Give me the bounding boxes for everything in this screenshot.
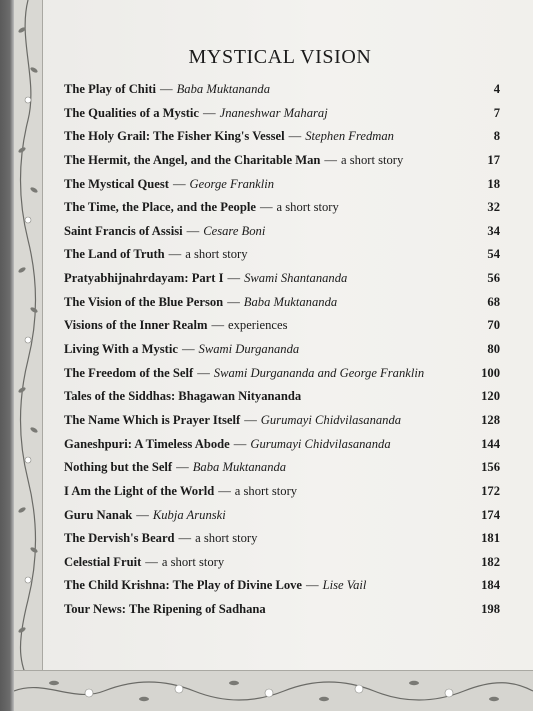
entry-page-number: 80 <box>487 342 500 357</box>
entry-separator: — <box>145 554 158 569</box>
toc-entry <box>64 504 500 528</box>
entry-title: The Mystical Quest <box>64 176 169 191</box>
entry-note: a short story <box>234 483 298 498</box>
entry-page-number: 184 <box>481 578 500 593</box>
entry-page-number: 34 <box>487 223 500 238</box>
entry-separator: — <box>160 82 173 96</box>
entry-page-number: 68 <box>487 294 500 309</box>
entry-page-number: 8 <box>493 129 500 144</box>
entry-separator: — <box>244 412 257 427</box>
toc-entry <box>64 220 500 244</box>
entry-page-number: 18 <box>487 176 500 191</box>
toc-entry <box>64 598 500 622</box>
entry-separator: — <box>203 105 216 120</box>
toc-entry <box>64 173 500 197</box>
toc-entry <box>64 551 500 575</box>
entry-page-number: 100 <box>481 365 500 380</box>
entry-author: Baba Muktananda <box>243 294 338 309</box>
toc-entry <box>64 574 500 598</box>
entry-note: a short story <box>185 247 248 262</box>
entry-title: The Land of Truth <box>64 247 165 262</box>
entry-title: Nothing but the Self <box>64 460 173 475</box>
entry-page-number: 120 <box>481 389 500 404</box>
entry-author: Baba Muktananda <box>192 460 287 475</box>
entry-title: The Time, the Place, and the People <box>64 200 256 215</box>
entry-page-number: 172 <box>481 483 500 498</box>
entry-page-number: 54 <box>487 247 500 262</box>
entry-title: Tour News: The Ripening of Sadhana <box>64 602 266 617</box>
entry-author: Swami Durgananda <box>198 342 300 357</box>
entry-separator: — <box>233 436 247 451</box>
entry-author: Swami Durgananda and George Franklin <box>213 365 425 380</box>
entry-page-number: 4 <box>493 82 500 96</box>
entry-page-number: 181 <box>481 531 500 546</box>
floral-border-left <box>14 0 43 680</box>
entry-page-number: 144 <box>481 436 500 451</box>
entry-separator: — <box>168 247 182 262</box>
entry-page-number: 56 <box>487 271 500 286</box>
entry-page-number: 156 <box>481 460 500 475</box>
toc-entry <box>64 409 500 433</box>
entry-separator: — <box>211 318 225 333</box>
toc-entry <box>64 291 500 315</box>
entry-author: Stephen Fredman <box>305 129 394 144</box>
toc-entry <box>64 102 500 126</box>
entry-separator: — <box>227 271 241 286</box>
toc-entry <box>64 527 500 551</box>
entry-author: Cesare Boni <box>203 223 266 238</box>
entry-page-number: 174 <box>481 507 500 522</box>
entry-separator: — <box>259 200 273 215</box>
entry-separator: — <box>136 507 149 522</box>
entry-page-number: 182 <box>481 554 500 569</box>
entry-note: a short story <box>341 152 404 167</box>
entry-separator: — <box>186 223 200 238</box>
entry-separator: — <box>172 176 186 191</box>
entry-title: Saint Francis of Assisi <box>64 223 183 238</box>
floral-vine-bottom-icon <box>14 671 533 711</box>
toc-entry <box>64 78 500 102</box>
entry-separator: — <box>306 578 319 593</box>
entry-title: Tales of the Siddhas: Bhagawan Nityananda <box>64 389 302 404</box>
entry-separator: — <box>181 342 195 357</box>
entry-author: Kubja Arunski <box>152 507 226 522</box>
entry-title: The Holy Grail: The Fisher King's Vessel <box>64 129 285 144</box>
entry-note: a short story <box>161 554 225 569</box>
entry-page-number: 32 <box>487 200 500 215</box>
entry-title: Living With a Mystic <box>64 342 178 357</box>
entry-title: The Play of Chiti <box>64 82 157 96</box>
entry-note: a short story <box>195 531 258 546</box>
entry-page-number: 128 <box>481 412 500 427</box>
entry-page-number: 17 <box>487 152 500 167</box>
toc-entry <box>64 456 500 480</box>
toc-entry <box>64 196 500 220</box>
entry-author: Gurumayi Chidvilasananda <box>260 412 402 427</box>
entry-title: The Name Which is Prayer Itself <box>64 412 241 427</box>
toc-entry <box>64 243 500 267</box>
entry-title: Ganeshpuri: A Timeless Abode <box>64 436 230 451</box>
entry-author: Gurumayi Chidvilasananda <box>250 436 391 451</box>
entry-separator: — <box>227 294 240 309</box>
entry-title: The Hermit, the Angel, and the Charitable Man <box>64 152 321 167</box>
toc-entry <box>64 480 500 504</box>
entry-title: Guru Nanak <box>64 507 133 522</box>
entry-page-number: 7 <box>493 105 500 120</box>
entry-author: Swami Shantananda <box>244 271 348 286</box>
entry-author: Lise Vail <box>322 578 367 593</box>
toc-entry <box>64 362 500 386</box>
entry-title: Celestial Fruit <box>64 554 142 569</box>
entry-separator: — <box>176 460 189 475</box>
entry-author: Baba Muktananda <box>176 82 270 96</box>
entry-note: a short story <box>276 200 339 215</box>
entry-title: The Child Krishna: The Play of Divine Love <box>64 578 303 593</box>
page-title: MYSTICAL VISION <box>188 46 372 68</box>
entry-title: The Freedom of the Self <box>64 365 194 380</box>
toc-entry <box>64 433 500 457</box>
table-of-contents <box>64 78 500 622</box>
toc-entry <box>64 338 500 362</box>
entry-title: Pratyabhijnahrdayam: Part I <box>64 271 224 286</box>
entry-author: Jnaneshwar Maharaj <box>219 105 328 120</box>
entry-title: Visions of the Inner Realm <box>64 318 208 333</box>
entry-title: I Am the Light of the World <box>64 483 215 498</box>
entry-title: The Qualities of a Mystic <box>64 105 200 120</box>
floral-vine-left-icon <box>14 0 42 680</box>
entry-page-number: 70 <box>487 318 500 333</box>
entry-separator: — <box>288 129 302 144</box>
toc-entry <box>64 125 500 149</box>
entry-separator: — <box>324 152 338 167</box>
entry-separator: — <box>218 483 231 498</box>
entry-title: The Dervish's Beard <box>64 531 175 546</box>
floral-border-bottom <box>14 670 533 711</box>
entry-separator: — <box>178 531 192 546</box>
toc-entry <box>64 385 500 409</box>
entry-separator: — <box>197 365 210 380</box>
entry-page-number: 198 <box>481 602 500 617</box>
toc-entry <box>64 149 500 173</box>
toc-entry <box>64 267 500 291</box>
toc-entry <box>64 314 500 338</box>
entry-note: experiences <box>228 318 288 333</box>
entry-author: George Franklin <box>189 176 275 191</box>
entry-title: The Vision of the Blue Person <box>64 294 224 309</box>
